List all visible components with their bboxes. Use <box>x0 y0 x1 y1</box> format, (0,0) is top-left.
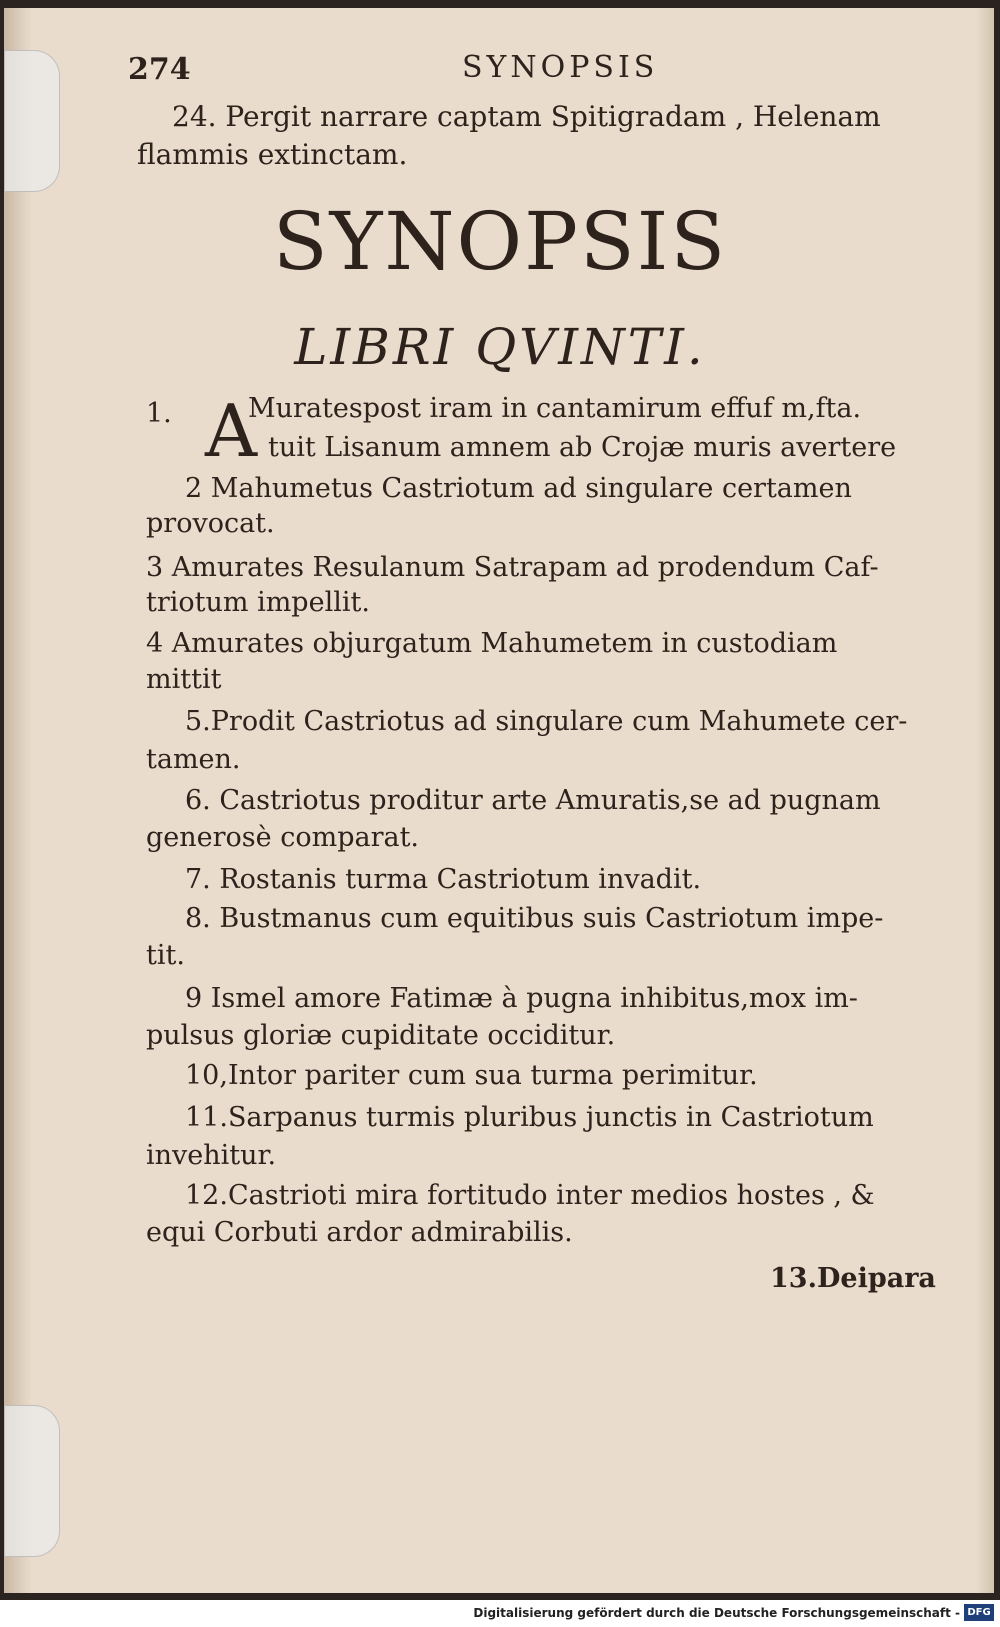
entry-line: invehitur. <box>146 1140 277 1171</box>
entry-line: 10,Intor pariter cum sua turma perimitur. <box>185 1060 758 1091</box>
entry-line: 6. Castriotus proditur arte Amuratis,se ad pugnam <box>185 785 881 816</box>
entry-line: pulsus gloriæ cupiditate occiditur. <box>146 1020 616 1051</box>
page-subtitle: LIBRI QVINTI. <box>294 318 706 376</box>
book-clip-bottom <box>4 1405 60 1557</box>
page-title: SYNOPSIS <box>272 195 728 288</box>
entry-line: Muratespost iram in cantamirum effuf m,fta. <box>248 393 862 424</box>
entry-line: 8. Bustmanus cum equitibus suis Castriotum impe- <box>185 903 884 934</box>
previous-entry-line-1: 24. Pergit narrare captam Spitigradam , Helenam <box>172 100 881 133</box>
entry-line: 9 Ismel amore Fatimæ à pugna inhibitus,mox im- <box>185 983 858 1014</box>
footer-bar <box>0 1600 1000 1627</box>
entry-number: 1. <box>146 398 172 429</box>
entry-line: tamen. <box>146 744 241 775</box>
entry-line: mittit <box>146 664 222 695</box>
running-head: SYNOPSIS <box>462 50 659 85</box>
entry-line: 3 Amurates Resulanum Satrapam ad prodendum Caf- <box>146 552 879 583</box>
page-number: 274 <box>128 52 191 87</box>
entry-line: tit. <box>146 940 185 971</box>
entry-line: triotum impellit. <box>146 587 370 618</box>
entry-line: 4 Amurates objurgatum Mahumetem in custodiam <box>146 628 838 659</box>
entry-line: 7. Rostanis turma Castriotum invadit. <box>185 864 702 895</box>
previous-entry-line-2: flammis extinctam. <box>137 138 408 171</box>
entry-line: 5.Prodit Castriotus ad singulare cum Mahumete cer- <box>185 706 908 737</box>
entry-line: provocat. <box>146 508 275 539</box>
drop-cap: A <box>205 389 257 473</box>
entry-line: equi Corbuti ardor admirabilis. <box>146 1217 573 1248</box>
book-clip-top <box>4 50 60 192</box>
entry-line: 12.Castrioti mira fortitudo inter medios hostes , & <box>185 1180 875 1211</box>
entry-line: 2 Mahumetus Castriotum ad singulare certamen <box>185 473 852 504</box>
dfg-logo: DFG <box>964 1604 994 1621</box>
entry-line: 11.Sarpanus turmis pluribus junctis in Castriotum <box>185 1102 874 1133</box>
entry-line: generosè comparat. <box>146 822 420 853</box>
footer-credit: Digitalisierung gefördert durch die Deutsche Forschungsgemeinschaft - <box>473 1606 960 1620</box>
entry-line: tuit Lisanum amnem ab Crojæ muris avertere <box>268 432 897 463</box>
catchword: 13.Deipara <box>770 1263 936 1294</box>
